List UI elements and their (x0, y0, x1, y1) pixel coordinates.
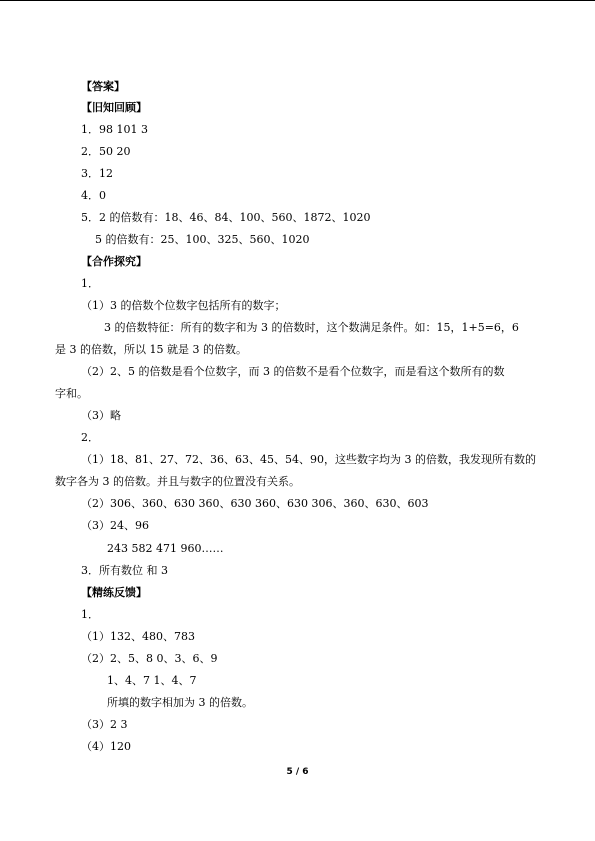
explore-line-1: 1． (81, 277, 99, 290)
section-heading-explore: 【合作探究】 (81, 255, 147, 268)
explore-line-14: 3．所有数位 和 3 (81, 564, 168, 577)
practice-line-3: （2）2、5、8 0、3、6、9 (81, 652, 218, 665)
explore-line-13: 243 582 471 960…… (107, 542, 224, 555)
explore-line-11: （2）306、360、630 360、630 360、630 306、360、630、603 (81, 497, 429, 510)
review-line-1: 1．98 101 3 (81, 123, 148, 136)
answer-heading: 【答案】 (81, 80, 125, 93)
practice-line-6: （3）2 3 (81, 718, 128, 731)
section-heading-practice: 【精练反馈】 (81, 586, 147, 599)
explore-line-12: （3）24、96 (81, 519, 149, 532)
review-line-6: 5 的倍数有：25、100、325、560、1020 (95, 233, 310, 246)
review-line-5: 5．2 的倍数有：18、46、84、100、560、1872、1020 (81, 211, 371, 224)
explore-line-10: 数字各为 3 的倍数。并且与数字的位置没有关系。 (55, 475, 300, 488)
explore-line-7: （3）略 (81, 409, 121, 422)
review-line-3: 3．12 (81, 167, 113, 180)
practice-line-4: 1、4、7 1、4、7 (107, 674, 197, 687)
practice-line-2: （1）132、480、783 (81, 630, 195, 643)
practice-line-1: 1． (81, 608, 99, 621)
top-border-line (0, 0, 595, 1)
review-line-2: 2．50 20 (81, 145, 131, 158)
review-line-4: 4．0 (81, 189, 106, 202)
explore-line-8: 2． (81, 431, 99, 444)
explore-line-6: 字和。 (55, 387, 88, 400)
section-heading-review: 【旧知回顾】 (81, 101, 147, 114)
page-number: 5 / 6 (286, 767, 309, 777)
explore-line-4: 是 3 的倍数，所以 15 就是 3 的倍数。 (55, 343, 247, 356)
explore-line-9: （1）18、81、27、72、36、63、45、54、90，这些数字均为 3 的倍数，我发现所有数的 (81, 453, 536, 466)
explore-line-2: （1）3 的倍数个位数字包括所有的数字； (81, 299, 286, 312)
explore-line-3: 3 的倍数特征：所有的数字和为 3 的倍数时，这个数满足条件。如：15，1+5=6，6 (104, 321, 519, 334)
explore-line-5: （2）2、5 的倍数是看个位数字，而 3 的倍数不是看个位数字，而是看这个数所有的数 (81, 365, 505, 378)
practice-line-7: （4）120 (81, 740, 131, 753)
practice-line-5: 所填的数字相加为 3 的倍数。 (107, 696, 253, 709)
